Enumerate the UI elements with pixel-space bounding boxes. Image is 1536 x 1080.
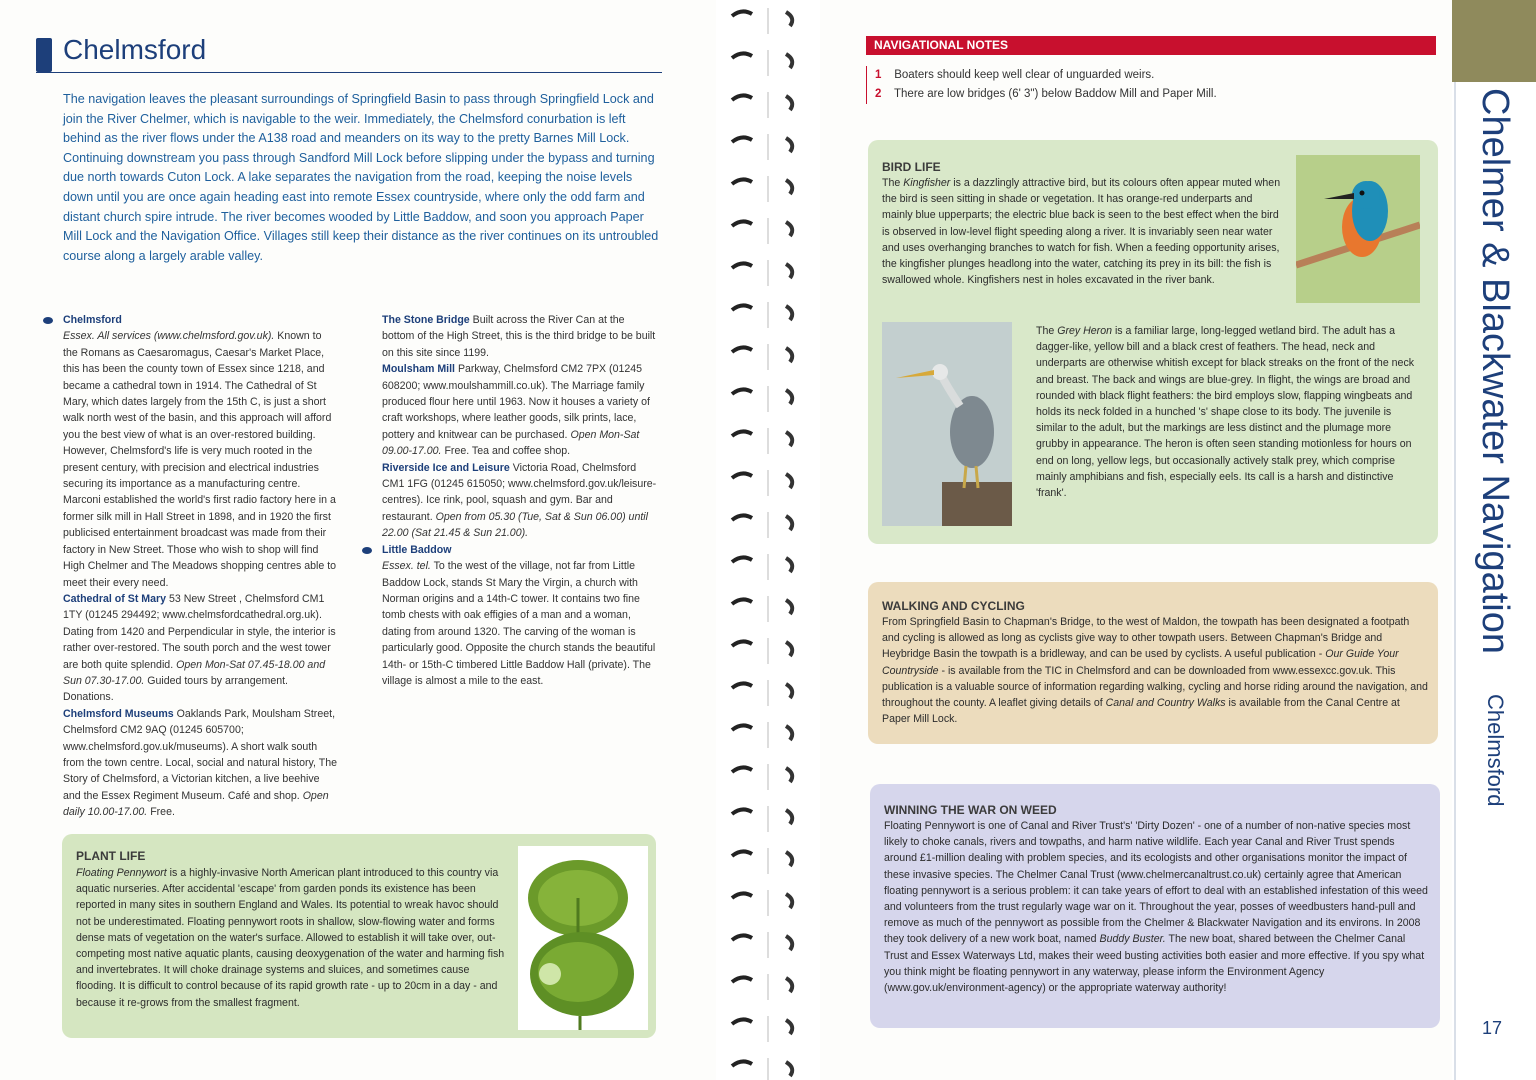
heron-bird-icon <box>882 322 1012 526</box>
title-rule <box>36 72 662 73</box>
navigational-notes-banner: NAVIGATIONAL NOTES <box>866 36 1436 55</box>
nav-note-number: 2 <box>875 88 882 100</box>
side-title-text: Chelmer & Blackwater Navigation <box>1474 88 1516 655</box>
gazetteer-column-right <box>382 312 658 689</box>
war-on-weed-box <box>870 784 1440 1028</box>
bridge-entry <box>382 312 658 361</box>
binding-coil <box>732 302 792 328</box>
chelmsford-services: Essex. All services (www.chelmsford.gov.uk). <box>63 330 275 343</box>
navigational-notes-list <box>866 66 1435 104</box>
kingfisher-text <box>882 175 1282 288</box>
side-tab-subtitle <box>1472 694 1512 834</box>
ice-entry <box>382 460 658 542</box>
museums-tail: Free. <box>150 806 175 819</box>
binding-coil <box>732 974 792 1000</box>
binding-coil <box>732 50 792 76</box>
binding-coil <box>732 218 792 244</box>
walking-cycling-box <box>868 582 1438 744</box>
walk-text-2: - is available from the TIC in Chelmsford and can be downloaded from www.essexcc.gov.uk. This publication is a valuable source of information regarding walking, cycling and horse riding around the navigation, and throughout the county. A leaflet giving details of <box>882 664 1428 710</box>
binding-coil <box>732 470 792 496</box>
chelmsford-body <box>63 328 338 591</box>
museums-entry <box>63 706 338 821</box>
baddow-body <box>382 558 658 689</box>
left-page <box>0 0 716 1080</box>
war-on-weed-title: WINNING THE WAR ON WEED <box>884 803 1057 817</box>
nav-note-text: Boaters should keep well clear of unguarded weirs. <box>894 69 1155 81</box>
binding-coil <box>732 554 792 580</box>
nav-note-2 <box>875 85 1435 104</box>
plant-life-text <box>76 865 508 1011</box>
binding-coil <box>732 680 792 706</box>
side-tab-photo <box>1452 0 1536 82</box>
baddow-entry <box>382 542 658 558</box>
museums-text: Oaklands Park, Moulsham Street, Chelmsford CM2 9AQ (01245 605700; www.chelmsford.gov.uk/museums). A short walk south from the town centre. Local, social and natural history, The Story of Chelmsford, a Victorian kitchen, a live beehive and the Essex Regiment Museum. Café and shop. <box>63 707 338 802</box>
kingfisher-body: is a dazzlingly attractive bird, but its colours often appear muted when the bird is seen sitting in shade or vegetation. It has orange-red underparts and mainly blue upperparts; the electric blue back is seen to the best effect when the bird is observed in low-level flight speeding along a river. It is invariably seen near water and uses overhanging branches to watch for fish. When a feeding opportunity arises, the kingfisher plunges headlong into the water, catching its prey in its bill: the fish is swallowed whole. Kingfishers nest in holes excavated in the river bank. <box>882 177 1281 287</box>
weed-boat-name: Buddy Buster. <box>1099 933 1166 946</box>
baddow-subheading: Essex. tel. <box>382 560 431 573</box>
binding-coil <box>732 512 792 538</box>
side-subtitle-text: Chelmsford <box>1483 694 1508 807</box>
binding-coil <box>732 176 792 202</box>
side-tab-title <box>1466 88 1526 658</box>
ice-hours: Open from 05.30 (Tue, Sat & Sun 06.00) until 22.00 (Sat 21.45 & Sun 21.00). <box>382 510 648 540</box>
binding-coil <box>732 1058 792 1080</box>
binding-coil <box>732 722 792 748</box>
binding-coil <box>732 344 792 370</box>
mill-heading: Moulsham Mill <box>382 363 455 376</box>
walk-leaflet: Canal and Country Walks <box>1105 697 1226 710</box>
museums-heading: Chelmsford Museums <box>63 707 174 720</box>
plant-body: is a highly-invasive North American plant introduced to this country via aquatic nurseries. After accidental 'escape' from garden ponds its existence has been reported in many sites in southern England and Wales. Its potential to wreak havoc should not be underestimated. Floating pennywort roots in shallow, slow-flowing water and forms dense mats of vegetation on the water's surface. Allowed to establish it will take over, out-competing most native aquatic plants, causing deoxygenation of the water and harming fish and invertebrates. It will choke drainage systems and sluices, and sometimes cause flooding. It is difficult to control because of its rapid growth rate - up to 20cm in a day - and because it re-grows from the smallest fragment. <box>76 867 505 1009</box>
bird-life-title: BIRD LIFE <box>882 160 941 174</box>
gazetteer-column-left <box>63 312 338 821</box>
title-marker <box>36 38 52 72</box>
heron-body: is a familiar large, long-legged wetland bird. The adult has a dagger-like, yellow bill and a black crest of feathers. The head, neck and underparts are otherwise whitish except for black streaks on the front of the neck and breast. The back and wings are blue-grey. In flight, the wings are broad and rounded with black flight feathers: the bird employs slow, flapping wingbeats and holds its neck folded in a hunched 's' shape close to its body. The juvenile is similar to the adult, but the markings are less distinct and the plumage more grubby in appearance. The heron is often seen standing motionless for hours on end on long, yellow legs, but occasionally actively stalk prey, which comprise mainly amphibians and fish, especially eels. Its call is a harsh and distinctive 'frank'. <box>1036 325 1415 500</box>
spiral-binding <box>716 0 820 1080</box>
kingfisher-name: Kingfisher <box>903 177 951 189</box>
binding-coil <box>732 848 792 874</box>
cathedral-tail: Guided tours by arrangement. Donations. <box>63 674 288 704</box>
pennywort-leaf-icon <box>518 846 648 1030</box>
nav-note-text: There are low bridges (6' 3") below Baddow Mill and Paper Mill. <box>894 88 1217 100</box>
binding-coil <box>732 764 792 790</box>
binding-coil <box>732 92 792 118</box>
page-number: 17 <box>1482 1018 1503 1038</box>
mill-hours: Open Mon-Sat 09.00-17.00. <box>382 428 640 458</box>
nav-note-number: 1 <box>875 69 882 81</box>
baddow-heading: Little Baddow <box>382 543 452 556</box>
heron-text <box>1036 323 1416 501</box>
cathedral-hours: Open Mon-Sat 07.45-18.00 and Sun 07.30-17.00. <box>63 658 326 687</box>
cathedral-heading: Cathedral of St Mary <box>63 592 167 605</box>
weed-text-1: Floating Pennywort is one of Canal and River Trust's' 'Dirty Dozen' - one of a number of non-native species most likely to choke canals, rivers and towpaths, and harm native wildlife. Each year Canal and River Trust spends around £1-million dealing with problem species, and its ecologists and other organisations monitor the impact of these invasive species. The Chelmer Canal Trust (www.chelmercanaltrust.co.uk) certainly agree that American floating pennywort is a serious problem: it can take years of effort to deal with an established infestation of this weed and volunteers from the trust regularly wage war on it. Throughout the year, posses of weedbusters hand-pull and remove as much of the pennywort as possible from the Chelmer & Blackwater Navigation and its environs. In 2008 they took delivery of a new work boat, named <box>884 820 1428 946</box>
kingfisher-pre: The <box>882 177 901 189</box>
bridge-heading: The Stone Bridge <box>382 314 470 326</box>
walk-text-3: is available from the Canal Centre at Paper Mill Lock. <box>882 697 1400 726</box>
page-title: Chelmsford <box>63 34 207 65</box>
binding-coil <box>732 260 792 286</box>
pennywort-photo <box>518 846 648 1030</box>
chelmsford-text: Known to the Romans as Caesaromagus, Caesar's Market Place, this has been the county town of Essex since 1218, and became a cathedral town in 1914. The Cathedral of St Mary, which dates largely from the 15th C, is just a short walk north west of the basin, and this approach will afford you the best view of what is an over-restored building. However, Chelmsford's life is very much rooted in the present century, with precision and electrical industries securing its importance as a manufacturing centre. Marconi established the world's first radio factory here in a former silk mill in Hall Street in 1898, and in 1920 the first publicised entertainment broadcast was made from their factory in New Street. Those who wish to shop will find High Chelmer and The Meadows shopping centres able to meet their every need. <box>63 330 337 589</box>
binding-coil <box>732 8 792 34</box>
cathedral-text: 53 New Street , Chelmsford CM1 1TY (01245 294492; www.chelmsfordcathedral.org.uk). Dating from 1420 and Perpendicular in style, the interior is rather over-restored. The south porch and the west tower are both quite splendid. <box>63 592 336 671</box>
heron-name: Grey Heron <box>1057 325 1112 337</box>
mill-tail: Free. Tea and coffee shop. <box>444 445 571 458</box>
binding-coil <box>732 386 792 412</box>
binding-coil <box>732 806 792 832</box>
mill-text: Parkway, Chelmsford CM2 7PX (01245 608200; www.moulshammill.co.uk). The Marriage family produced flour here until 1963. Now it houses a variety of craft workshops, where leather goods, silk prints, lace, pottery and knitwear can be purchased. <box>382 363 650 441</box>
chelmsford-heading: Chelmsford <box>63 314 122 326</box>
binding-coil <box>732 932 792 958</box>
binding-coil <box>732 638 792 664</box>
spiral-coils-icon <box>716 0 820 1080</box>
weed-text-2: The new boat, shared between the Chelmer Canal Trust and Essex Waterways Ltd, makes their weed busting activities both easier and more effective. If you spy what you think might be floating pennywort in any waterway, please inform the Environment Agency (www.gov.uk/environment-agency) or the appropriate waterway authority! <box>884 933 1425 995</box>
binding-coil <box>732 134 792 160</box>
binding-coil <box>732 596 792 622</box>
binding-coil <box>732 428 792 454</box>
plant-lead: Floating Pennywort <box>76 867 167 879</box>
walking-cycling-title: WALKING AND CYCLING <box>882 599 1025 613</box>
plant-life-title: PLANT LIFE <box>76 849 146 863</box>
war-on-weed-text <box>884 818 1430 996</box>
kingfisher-photo <box>1296 155 1420 303</box>
heron-pre: The <box>1036 325 1055 337</box>
mill-entry <box>382 361 658 459</box>
chelmsford-entry <box>63 312 338 328</box>
bridge-text: Built across the River Can at the bottom of the High Street, this is the third bridge to be built on this site since 1199. <box>382 314 656 359</box>
baddow-text: To the west of the village, not far from Little Baddow Lock, stands St Mary the Virgin, a church with Norman origins and a 14th-C tower. It contains two fine tomb chests with oak effigies of a man and a woman, dating from around 1320. The carving of the woman is particularly good. Opposite the church stands the beautiful 14th- or 15th-C timbered Little Baddow Hall (private). The village is almost a mile to the east. <box>382 560 656 687</box>
ice-text: Victoria Road, Chelmsford CM1 1FG (01245 615050; www.chelmsford.gov.uk/leisure-centres). Ice rink, pool, squash and gym. Bar and restaurant. <box>382 461 657 523</box>
walk-publication: Our Guide Your Countryside <box>882 648 1399 677</box>
walk-text-1: From Springfield Basin to Chapman's Bridge, to the west of Maldon, the towpath has been designated a footpath and cycling is allowed as long as cyclists give way to other towpath users. Between Chapman's Bridge and Heybridge Basin the towpath is a bridleway, and can be used by cyclists. A useful publication - <box>882 616 1410 661</box>
walking-cycling-text <box>882 614 1428 727</box>
binding-coil <box>732 890 792 916</box>
intro-paragraph: The navigation leaves the pleasant surroundings of Springfield Basin to pass through Springfield Lock and join the River Chelmer, which is navigable to the weir. Immediately, the Chelmsford conurbation is left behind as the river flows under the A138 road and meanders on its way to the pretty Barnes Mill Lock. Continuing downstream you pass through Sandford Mill Lock before slipping under the bypass and turning due north towards Cuton Lock. A lake separates the navigation from the road, keeping the noise levels down until you are once again heading east into remote Essex countryside, where only the odd farm and distant church spire intrude. The river becomes wooded by Little Baddow, and soon you approach Paper Mill Lock and the Navigation Office. Villages still keep their distance as the river continues on its untroubled course along a largely arable valley. <box>63 92 659 263</box>
side-tab-rule <box>1454 82 1456 1080</box>
museums-hours: Open daily 10.00-17.00. <box>63 789 329 819</box>
ice-heading: Riverside Ice and Leisure <box>382 461 510 474</box>
kingfisher-bird-icon <box>1296 155 1420 303</box>
heron-photo <box>882 322 1012 526</box>
binding-coil <box>732 1016 792 1042</box>
cathedral-entry <box>63 591 338 706</box>
nav-note-1 <box>875 66 1435 85</box>
